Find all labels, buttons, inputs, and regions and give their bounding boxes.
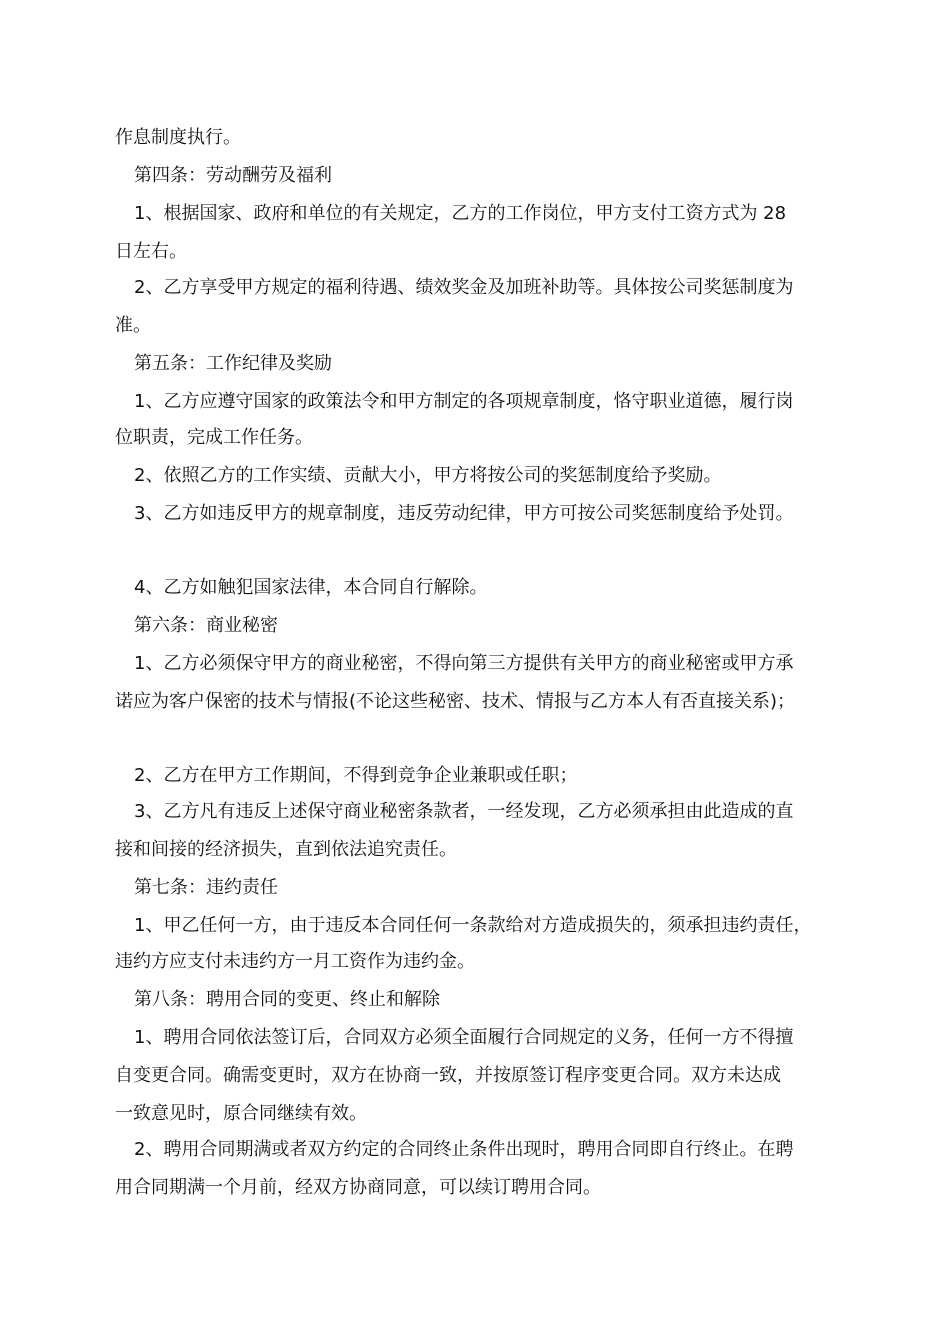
text-line: 1、甲乙任何一方，由于违反本合同任何一条款给对方造成损失的，须承担违约责任， <box>134 915 812 936</box>
text-line: 自变更合同。确需变更时，双方在协商一致，并按原签订程序变更合同。双方未达成 <box>115 1065 781 1086</box>
text-line: 4、乙方如触犯国家法律，本合同自行解除。 <box>134 577 488 598</box>
text-line: 作息制度执行。 <box>115 127 241 148</box>
text-line: 1、根据国家、政府和单位的有关规定，乙方的工作岗位，甲方支付工资方式为 28 <box>134 203 787 224</box>
text-line: 位职责，完成工作任务。 <box>115 427 313 448</box>
text-line: 一致意见时，原合同继续有效。 <box>115 1103 367 1124</box>
text-line: 1、乙方应遵守国家的政策法令和甲方制定的各项规章制度，恪守职业道德，履行岗 <box>134 391 794 412</box>
text-line: 违约方应支付未违约方一月工资作为违约金。 <box>115 951 475 972</box>
text-line: 准。 <box>115 315 151 336</box>
text-line: 用合同期满一个月前，经双方协商同意，可以续订聘用合同。 <box>115 1177 601 1198</box>
article-heading: 第六条：商业秘密 <box>134 615 278 636</box>
text-line: 接和间接的经济损失，直到依法追究责任。 <box>115 839 457 860</box>
text-line: 1、聘用合同依法签订后，合同双方必须全面履行合同规定的义务，任何一方不得擅 <box>134 1027 794 1048</box>
text-line: 诺应为客户保密的技术与情报(不论这些秘密、技术、情报与乙方本人有否直接关系)； <box>115 691 796 712</box>
text-line: 2、乙方享受甲方规定的福利待遇、绩效奖金及加班补助等。具体按公司奖惩制度为 <box>134 277 794 298</box>
text-line: 2、依照乙方的工作实绩、贡献大小，甲方将按公司的奖惩制度给予奖励。 <box>134 465 722 486</box>
article-heading: 第五条：工作纪律及奖励 <box>134 353 332 374</box>
article-heading: 第八条：聘用合同的变更、终止和解除 <box>134 989 440 1010</box>
text-line: 日左右。 <box>115 241 187 262</box>
article-heading: 第七条：违约责任 <box>134 877 278 898</box>
text-line: 1、乙方必须保守甲方的商业秘密，不得向第三方提供有关甲方的商业秘密或甲方承 <box>134 653 794 674</box>
text-line: 2、聘用合同期满或者双方约定的合同终止条件出现时，聘用合同即自行终止。在聘 <box>134 1139 794 1160</box>
text-line: 2、乙方在甲方工作期间，不得到竞争企业兼职或任职； <box>134 765 578 786</box>
text-line: 3、乙方如违反甲方的规章制度，违反劳动纪律，甲方可按公司奖惩制度给予处罚。 <box>134 503 794 524</box>
text-line: 3、乙方凡有违反上述保守商业秘密条款者，一经发现，乙方必须承担由此造成的直 <box>134 801 794 822</box>
article-heading: 第四条：劳动酬劳及福利 <box>134 165 332 186</box>
